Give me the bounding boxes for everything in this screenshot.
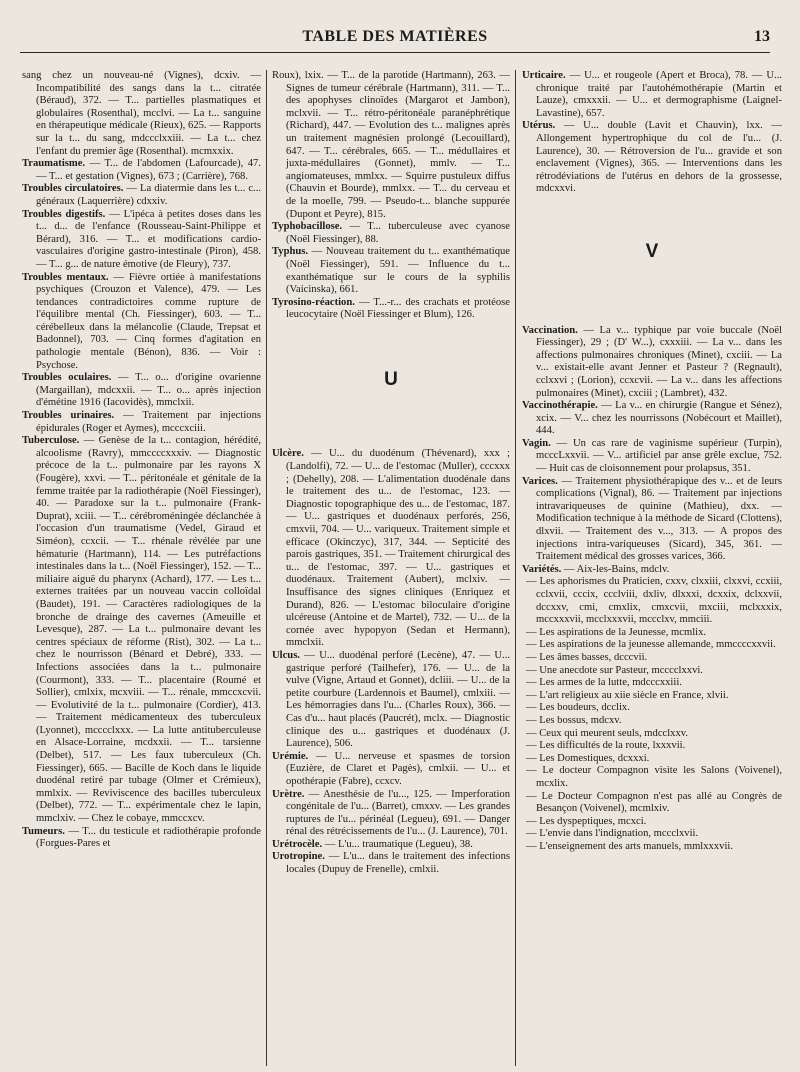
index-entry	[272, 297, 510, 322]
entry-text: — U... et rougeole (Apert et Broca), 78. — U... chronique traité par l'autohémothérapie (Martin et Lauze), cmxxxii. — U... et dermographisme (Laignel-Lavastine), 657.	[536, 70, 782, 119]
entry-text: — La v... typhique par voie buccale (Noël Fiessinger), 29 ; (D' W...), cxxxiii. — La v... dans les affections pulmonaires chroniques (Minet), cxciii. — La v... existait-elle avant Jenner et Pasteur ? (Regnault), cclxxvi ; (Lorion), ccxcvii. — La v... dans les affections pulmonaires (Minet), cxciii ; (Lambret), 432.	[536, 324, 782, 399]
index-entry	[522, 438, 782, 476]
index-entry	[272, 650, 510, 751]
sub-entry: — Ceux qui meurent seuls, mdcclxxv.	[526, 727, 689, 739]
entry-text: — T... du testicule et radiothérapie profonde (Forgues-Pares et	[36, 825, 261, 850]
entry-heading: Ulcère.	[272, 448, 304, 460]
entry-text: — Aix-les-Bains, mdclv.	[561, 563, 670, 575]
index-entry	[272, 246, 510, 296]
sub-entry: — Les boudeurs, dcclix.	[526, 702, 630, 714]
index-entry	[272, 839, 510, 852]
index-entry	[522, 400, 782, 438]
entry-heading: Tuberculose.	[22, 435, 80, 447]
entry-text: — T...-r... des crachats et protéose leucocytaire (Noël Fiessinger et Blum), 126.	[286, 296, 510, 321]
entry-text: — Traitement physiothérapique des v... et de leurs complications (Vignal), 86. — Traitement par injections intravariqueuses de quinine (Mathieu), dxx. — Modification technique à la méthode de Sicard (Clottens), dlxvii. — Traitement des v..., 313. — A propos des injections intra-variqueuses (Sicard), 345, 361. — Traitement médical des grosses varices, 366.	[536, 475, 782, 563]
column-divider	[266, 70, 267, 1066]
index-entry	[272, 851, 510, 876]
entry-heading: Urétrocèle.	[272, 838, 323, 850]
index-entry	[22, 826, 261, 851]
entry-heading: Ulcus.	[272, 649, 300, 661]
entry-heading: Urémie.	[272, 750, 309, 762]
entry-heading: Urètre.	[272, 788, 305, 800]
entry-heading: Tyrosino-réaction.	[272, 296, 355, 308]
entry-text: — U... du duodénum (Thévenard), xxx ; (Landolfi), 72. — U... de l'estomac (Muller), cccxxx ; (Dehelly), 208. — L'alimentation duodénale dans le traitement des u... de l'estomac, 123. — Diagnostic topographique des u... de l'estomac, 187. — U... gastriques et duodénaux perforés, 256, cmxvii, 704. — U... variqueux. Traitement simple et efficace (Okinczyc), 317, 344. — Septicité des parois gastriques, 351. — Traitement chirurgical des u... de l'estomac, 397. — U... gastriques et duodénaux. Traitement (Aubert), mclxiv. — Insuffisance des signes cliniques (Enriquez et Durand), 826. — L'estomac biloculaire d'origine ulcéreuse (Antoine et de Martel), 732. — U... de la cornée avec hypopyon (Sedan et Hermann), mmclxii.	[286, 448, 510, 649]
entry-heading: Traumatisme.	[22, 158, 86, 170]
entry-text: — T... tuberculeuse avec cyanose (Noël Fiessinger), 88.	[286, 221, 510, 245]
section-letter: V	[645, 240, 659, 262]
index-column-2	[272, 70, 510, 1066]
index-entry	[22, 435, 261, 825]
entry-text: — L'ipéca à petites doses dans les t... d... de l'enfance (Rousseau-Saint-Philippe et Bérard), 316. — T... et modifications cardio-vasculaires d'origine gastro-intestinale (Piron), 458. — T... g... de nature émotive (de Fleury), 737.	[36, 208, 261, 270]
entry-text: — La diatermie dans les t... c... généraux (Laquerrière) cdxxiv.	[36, 183, 261, 207]
sub-entry: — Le Docteur Compagnon n'est pas allé au Congrès de Besançon (Voivenel), mcmlxiv.	[526, 790, 782, 815]
index-entry	[272, 221, 510, 246]
sub-entry: — Les armes de la lutte, mdcccxxiii.	[526, 677, 682, 689]
sub-entry: — Les aphorismes du Praticien, cxxv, clxxiii, clxxvi, ccxiii, cclxvii, cccix, ccclviii, dxliv, dlxxxi, dcxxix, dclxxvii, dccxxv, cmi, cmxlix, cmxcvii, mxciii, mclxxxix, mccxxxvii, mcclxxxvii, mccclxv, mmciii.	[526, 576, 782, 626]
sub-entry: — Les aspirations de la Jeunesse, mcmlix.	[526, 626, 707, 638]
entry-heading: Utérus.	[522, 120, 556, 132]
sub-entry: — Le docteur Compagnon visite les Salons (Voivenel), mcxlix.	[526, 765, 782, 789]
index-entry	[522, 476, 782, 564]
entry-text: — Fièvre ortiée à manifestations psychiques (Crouzon et Valence), 479. — Les tendances contradictoires comme rupture de l'équilibre mental (Ch. Fiessinger), 603. — T... cérébelleux dans la mélancolie (Claude, Trepsat et Badonnel), 703. — Cinq formes d'agitation en pathologie mentale (Bénon), 836. — Voir : Psychose.	[36, 271, 261, 371]
entry-text: — Un cas rare de vaginisme supérieur (Turpin), mcccLxxvii. — V... artificiel par anse grêle exclue, 752. — Huit cas de cloisonnement pour prolapsus, 351.	[536, 437, 782, 475]
index-entry	[22, 272, 261, 373]
section-letter: U	[384, 368, 398, 390]
entry-text: — Anesthésie de l'u..., 125. — Imperforation congénitale de l'u... (Barret), cmxxv. — Les grandes ruptures de l'u... périnéal (Legueu), 691. — Danger rénal des rétrécissements de l'u... (J. Laurence), 701.	[286, 788, 510, 838]
page-number: 13	[754, 28, 770, 45]
sub-entry: — Les dyspeptiques, mcxci.	[526, 815, 647, 827]
column-divider	[515, 70, 516, 1066]
entry-heading: Varices.	[522, 475, 558, 487]
index-entry	[22, 158, 261, 183]
entry-heading: Troubles urinaires.	[22, 410, 115, 422]
entry-heading: Urticaire.	[522, 70, 566, 81]
entry-text: — T... de l'abdomen (Lafourcade), 47. — T... et gestation (Vignes), 673 ; (Carrière), 768.	[36, 158, 261, 182]
index-entry	[522, 70, 782, 120]
index-column-3	[522, 70, 782, 1066]
entry-heading: Variétés.	[522, 563, 562, 575]
index-entry	[22, 372, 261, 410]
entry-heading: Troubles digestifs.	[22, 208, 106, 220]
index-entry	[22, 183, 261, 208]
index-entry	[22, 410, 261, 435]
entry-heading: Vagin.	[522, 437, 551, 449]
entry-text: — U... duodénal perforé (Lecène), 47. — U... gastrique perforé (Tailhefer), 176. — U... de la vulve (Vigne, Artaud et Gonnet), dcliii. — U... de la petite courbure (Lardennois et Baumel), cmlxiii. — Les hémorragies dans l'u... (Charles Roux), 366. — Cas d'u... haut placés (Paucrét), mclx. — Diagnostic clinique des u... gastriques et duodénaux (J. Laurence), 506.	[286, 649, 510, 750]
index-entry	[272, 789, 510, 839]
entry-heading: Typhus.	[272, 246, 309, 258]
running-header	[20, 26, 770, 53]
index-entry	[522, 564, 782, 577]
entry-heading: Typhobacillose.	[272, 221, 343, 233]
entry-text: — La v... en chirurgie (Rangue et Sénez), xcix. — V... chez les nourrissons (Nobécourt et Maillet), 444.	[536, 400, 782, 437]
entry-heading: Troubles circulatoires.	[22, 183, 124, 195]
entry-text: — U... nerveuse et spasmes de torsion (Euzière, de Claret et Pagès), cmlxii. — U... et opothérapie (Fabre), ccxcv.	[286, 750, 510, 787]
sub-entry: — L'envie dans l'indignation, mccclxvii.	[526, 828, 699, 840]
index-entry	[522, 325, 782, 401]
sub-entry: — Les difficultés de la route, lxxxvii.	[526, 740, 686, 752]
entry-heading: Troubles mentaux.	[22, 271, 109, 283]
index-entry	[272, 448, 510, 650]
sub-entry: — Les Domestiques, dcxxxi.	[526, 752, 650, 764]
entry-heading: Urotropine.	[272, 851, 325, 863]
entry-heading: Troubles oculaires.	[22, 372, 112, 384]
sub-entry: — Une anecdote sur Pasteur, mcccclxxvi.	[526, 664, 703, 676]
sub-entry: — Les bossus, mdcxv.	[526, 714, 622, 726]
page-title: TABLE DES MATIÈRES	[302, 28, 488, 45]
entry-heading: Vaccination.	[522, 324, 578, 336]
index-entry	[522, 120, 782, 196]
entry-text: — T... o... d'origine ovarienne (Margaillan), mdcxxii. — T... o... après injection d'émétine 1916 (Iacovidès), mmclxii.	[36, 372, 261, 409]
entry-continuation: Roux), lxix. — T... de la parotide (Hartmann), 263. — Signes de tumeur cérébrale (Hartmann), 311. — T... des apophyses clinoïdes (Margarot et Jambon), mclxvii. — T... rétro-péritonéale paranéphrétique (Richard), 447. — Evolution des t... malignes après un traitement magnésien prolongé (Lecouillard), 647. — T... cérébrales, 665. — T... médullaires et juxta-médullaires (Gonnet), mmlv. — T... angiomateuses, mmlxx. — Squirre pustuleux diffus (Chauvin et Bourde), mmlxx. — T... du cerveau et de la moelle, 799. — Pseudo-t... blanche suppurée (Dupont et Peyre), 815.	[272, 70, 510, 220]
entry-text: — U... double (Lavit et Chauvin), lxx. — Allongement hypertrophique du col de l'u... (J. Laurence), 30. — Rétroversion de l'u... gravide et son enclavement (Vignes), 365. — Interventions dans les rétrodéviations de l'utérus en dehors de la grossesse, mdcxxvi.	[536, 120, 782, 195]
entry-continuation: sang chez un nouveau-né (Vignes), dcxiv. — Incompatibilité des sangs dans la t... citratée (Béraud), 372. — T... partielles plasmatiques et globulaires (Rosenthal), mcclvi. — La t... sanguine en thérapeutique médicale (Rieux), 625. — Rapports sur la t... du sang, mdccclxxiii. — La t... chez l'enfant du premier âge (Rosenthal). mcmxxix.	[22, 70, 261, 157]
sub-entry: — L'enseignement des arts manuels, mmlxxxvii.	[526, 840, 733, 852]
entry-text: — L'u... traumatique (Legueu), 38.	[322, 838, 473, 850]
sub-entry: — L'art religieux au xiie siècle en France, xlvii.	[526, 689, 729, 701]
entry-text: — Traitement par injections épidurales (Roger et Aymes), mcccxciii.	[36, 410, 261, 434]
entry-text: — Nouveau traitement du t... exanthématique (Noël Fiessinger), 591. — Influence du t... exanthématique sur le cours de la syphilis (Vaicinska), 661.	[286, 246, 510, 296]
index-entry	[22, 209, 261, 272]
sub-entry: — Les aspirations de la jeunesse allemande, mmccccxxvii.	[526, 639, 776, 651]
entry-text: — Genèse de la t... contagion, hérédité, alcoolisme (Ravry), mmccccxxxiv. — Diagnostic précoce de la t... pulmonaire par les rayons X (Fougère), xxvi. — T... péritonéale et génitale de la femme traitée par la radiothérapie (Noël Fiessinger), 40. — Paradoxe sur la t... pulmonaire (Frank-Duprat), xciii. — T... cérébroméningée déclanchée à l'occasion d'un traumatisme (Vedel, Giraud et Siméon), ccxcii. — T... rhénale révélée par une hématurie (Hartmann), 114. — Les putréfactions intestinales dans la t... (Noël Fiessinger), 152. — T... miliaire aiguë du pharynx (Achard), 177. — Les t... externes traitées par un nouveau vaccin colloïdal (Baudet), 191. — Caractères radiologiques de la bronche de drainge des cavernes (Ameuille et Levesque), 287. — La t... pulmonaire devant les centres spéciaux de réforme (Rist), 302. — La t... chez le nourrisson (Bénard et Debré), 333. — Infections associées dans la t... pulmonaire (Courmont), 333. — T... placentaire (Roumé et Sollier), cmlxix, mcxviii. — T... rénale, mmccxcvii. — Evolutivité de la t... pulmonaire (Cordier), 413. — Traitement médicamenteux des tuberculeux (Lyonnet), mcccclxxx. — La lutte antituberculeuse en Alsace-Lorraine, mcdxxii. — T... tarsienne (Delbet), 517. — Les faux tuberculeux (Ch. Fiessinger), 665. — Bacille de Koch dans le liquide duodénal retiré par tubage (Olmer et Crémieux), mmlxix. — Reviviscence des bacilles tuberculeux (Delbet), 772. — T... expérimentale chez le lapin, mmclxiv. — Chez le cobaye, mmccxcv.	[36, 435, 261, 825]
entry-heading: Vaccinothérapie.	[522, 400, 598, 412]
entry-text: — L'u... dans le traitement des infections locales (Dupuy de Frenelle), cmlxii.	[286, 851, 510, 876]
entry-heading: Tumeurs.	[22, 825, 65, 837]
sub-entry: — Les âmes basses, dcccvii.	[526, 651, 648, 663]
index-entry	[272, 751, 510, 789]
index-column-1	[22, 70, 261, 1066]
